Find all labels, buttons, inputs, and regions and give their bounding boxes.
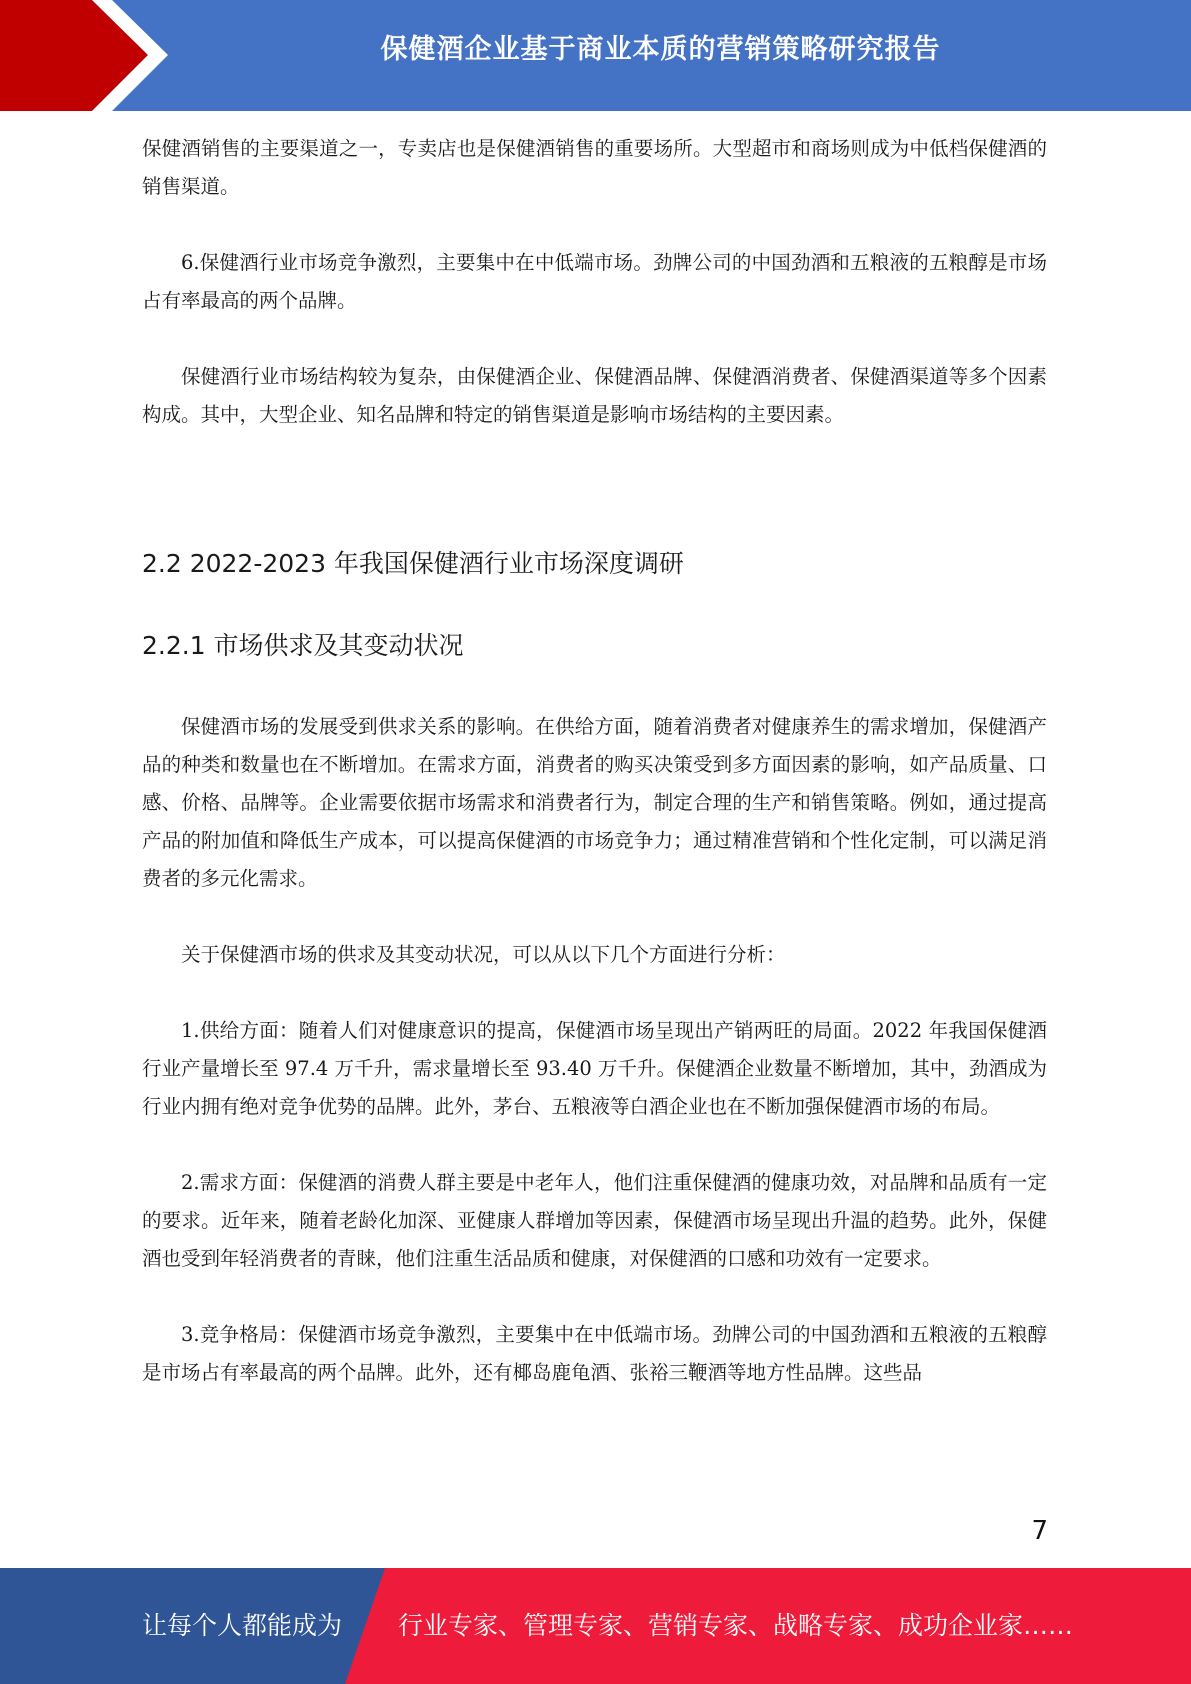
page-footer — [0, 1568, 1191, 1684]
footer-slogan-left: 让每个人都能成为 — [142, 1611, 343, 1640]
paragraph: 关于保健酒市场的供求及其变动状况，可以从以下几个方面进行分析： — [181, 943, 786, 966]
paragraph: 保健酒销售的主要渠道之一，专卖店也是保健酒销售的重要场所。大型超市和商场则成为中低档保健酒的销售渠道。 — [142, 137, 1047, 198]
page-header — [0, 0, 1191, 111]
paragraph: 1.供给方面：随着人们对健康意识的提高，保健酒市场呈现出产销两旺的局面。2022 年我国保健酒行业产量增长至 97.4 万千升，需求量增长至 93.40 万千升。保健酒企业数量不断增加，其中，劲酒成为行业内拥有绝对竞争优势的品牌。此外，茅台、五粮液等白酒企业也在不断加强保健酒市场的布局。 — [142, 1019, 1047, 1118]
page-number: 7 — [1031, 1516, 1048, 1546]
footer-slogan-right: 行业专家、管理专家、营销专家、战略专家、成功企业家…… — [398, 1611, 1074, 1640]
paragraph: 保健酒市场的发展受到供求关系的影响。在供给方面，随着消费者对健康养生的需求增加，保健酒产品的种类和数量也在不断增加。在需求方面，消费者的购买决策受到多方面因素的影响，如产品质量、口感、价格、品牌等。企业需要依据市场需求和消费者行为，制定合理的生产和销售策略。例如，通过提高产品的附加值和降低生产成本，可以提高保健酒的市场竞争力；通过精准营销和个性化定制，可以满足消费者的多元化需求。 — [142, 715, 1047, 890]
report-title: 保健酒企业基于商业本质的营销策略研究报告 — [380, 34, 941, 65]
page-content — [142, 130, 1047, 1392]
paragraph: 3.竞争格局：保健酒市场竞争激烈，主要集中在中低端市场。劲牌公司的中国劲酒和五粮液的五粮醇是市场占有率最高的两个品牌。此外，还有椰岛鹿龟酒、张裕三鞭酒等地方性品牌。这些品 — [142, 1323, 1047, 1384]
section-heading: 2.2 2022-2023 年我国保健酒行业市场深度调研 — [142, 549, 684, 578]
subsection-heading: 2.2.1 市场供求及其变动状况 — [142, 631, 464, 660]
paragraph: 保健酒行业市场结构较为复杂，由保健酒企业、保健酒品牌、保健酒消费者、保健酒渠道等多个因素构成。其中，大型企业、知名品牌和特定的销售渠道是影响市场结构的主要因素。 — [142, 365, 1047, 426]
paragraph: 2.需求方面：保健酒的消费人群主要是中老年人，他们注重保健酒的健康功效，对品牌和品质有一定的要求。近年来，随着老龄化加深、亚健康人群增加等因素，保健酒市场呈现出升温的趋势。此外，保健酒也受到年轻消费者的青睐，他们注重生活品质和健康，对保健酒的口感和功效有一定要求。 — [142, 1171, 1047, 1270]
paragraph: 6.保健酒行业市场竞争激烈，主要集中在中低端市场。劲牌公司的中国劲酒和五粮液的五粮醇是市场占有率最高的两个品牌。 — [142, 251, 1047, 312]
